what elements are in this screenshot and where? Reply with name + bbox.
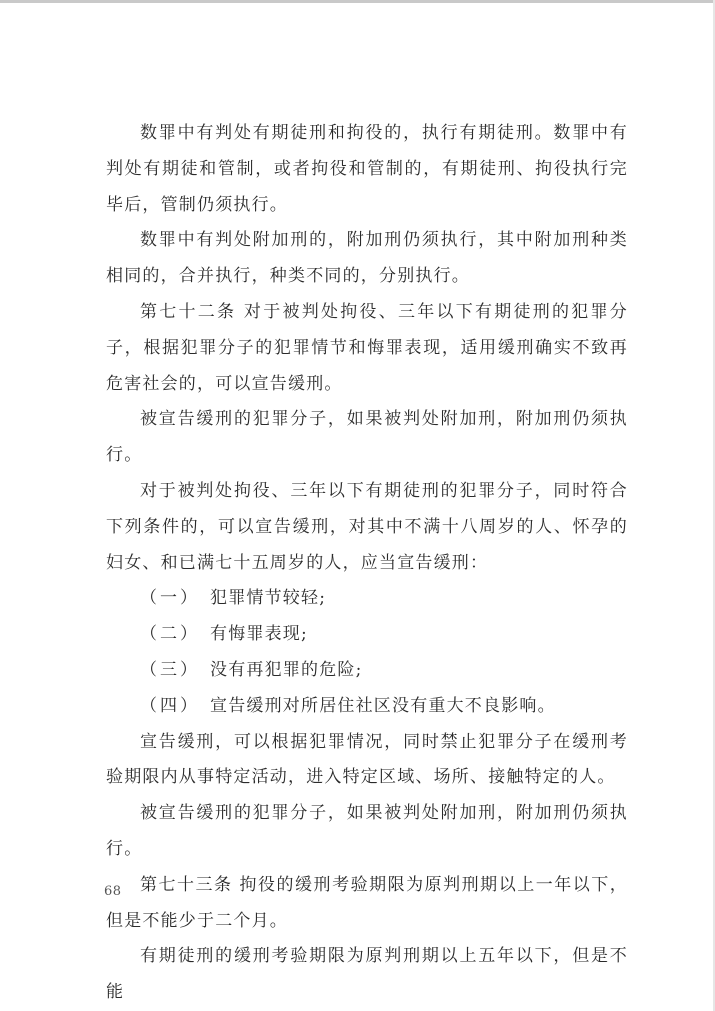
paragraph-1: 数罪中有判处有期徒刑和拘役的，执行有期徒刑。数罪中有判处有期徒和管制，或者拘役和管制的，有期徒刑、拘役执行完毕后，管制仍须执行。 (106, 123, 628, 215)
article-73-paragraph: 第七十三条 拘役的缓刑考验期限为原判刑期以上一年以下，但是不能少于二个月。 (106, 874, 628, 931)
paragraph-2: 数罪中有判处附加刑的，附加刑仍须执行，其中附加刑种类相同的，合并执行，种类不同的，分别执行。 (106, 230, 628, 287)
paragraph-6: 宣告缓刑，可以根据犯罪情况，同时禁止犯罪分子在缓刑考验期限内从事特定活动，进入特定区域、场所、接触特定的人。 (106, 731, 628, 788)
list-item-2 (106, 617, 628, 653)
article-72-paragraph: 第七十二条 对于被判处拘役、三年以下有期徒刑的犯罪分子，根据犯罪分子的犯罪情节和悔罪表现，适用缓刑确实不致再危害社会的，可以宣告缓刑。 (106, 301, 628, 394)
paragraph-9: 有期徒刑的缓刑考验期限为原判刑期以上五年以下，但是不能 (106, 946, 628, 1003)
document-body (106, 116, 628, 1011)
list-item-number: （一） (140, 588, 200, 609)
list-item-4 (106, 689, 628, 725)
list-item-number: （四） (140, 695, 200, 716)
paragraph-5: 对于被判处拘役、三年以下有期徒刑的犯罪分子，同时符合下列条件的，可以宣告缓刑，对其中不满十八周岁的人、怀孕的妇女、和已满七十五周岁的人，应当宣告缓刑： (106, 480, 628, 573)
list-item-3 (106, 653, 628, 689)
top-edge-rule (0, 0, 715, 3)
page-number: 68 (104, 884, 122, 899)
list-item-text: 有悔罪表现; (210, 624, 308, 645)
paragraph-7: 被宣告缓刑的犯罪分子，如果被判处附加刑，附加刑仍须执行。 (106, 803, 628, 859)
list-item-number: （三） (140, 659, 200, 680)
list-item-text: 犯罪情节较轻; (210, 588, 327, 609)
list-item-number: （二） (140, 624, 200, 645)
list-item-1 (106, 581, 628, 617)
list-item-text: 没有再犯罪的危险; (210, 659, 363, 680)
paragraph-4: 被宣告缓刑的犯罪分子，如果被判处附加刑，附加刑仍须执行。 (106, 409, 628, 466)
list-item-text: 宣告缓刑对所居住社区没有重大不良影响。 (210, 695, 556, 716)
